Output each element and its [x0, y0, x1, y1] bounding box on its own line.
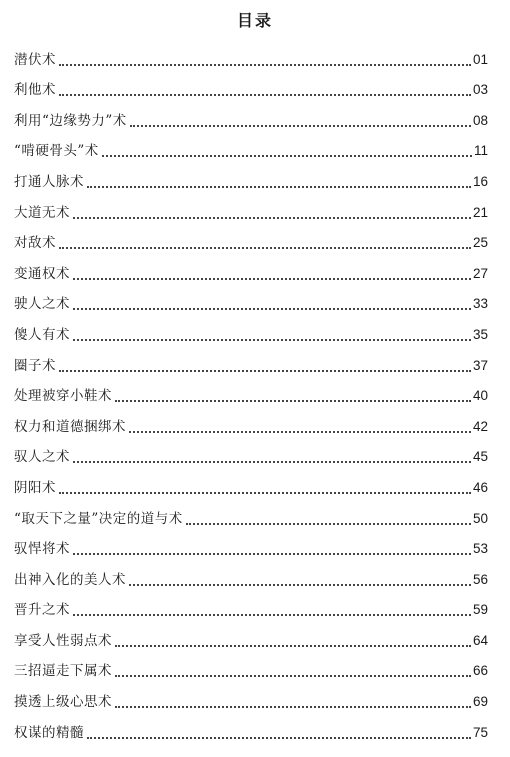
dot-leader: [129, 431, 471, 433]
toc-entry-label: 圈子术: [14, 357, 56, 374]
toc-entry[interactable]: [14, 192, 488, 223]
toc-entry-page-number: 40: [472, 388, 488, 404]
toc-entry-page-number: 45: [472, 449, 488, 465]
toc-entry-page-number: 16: [472, 173, 488, 189]
toc-entry[interactable]: [14, 529, 488, 560]
toc-entry[interactable]: [14, 70, 488, 101]
toc-entry[interactable]: [14, 437, 488, 468]
toc-entry-label: 处理被穿小鞋术: [14, 388, 112, 405]
toc-entry[interactable]: [14, 681, 488, 712]
dot-leader: [59, 247, 471, 249]
toc-entry-page-number: 46: [472, 479, 488, 495]
toc-entry[interactable]: [14, 498, 488, 529]
toc-entry[interactable]: [14, 131, 488, 162]
toc-entry-page-number: 75: [472, 724, 488, 740]
toc-entry-page-number: 08: [472, 112, 488, 128]
toc-entry-page-number: 50: [472, 510, 488, 526]
toc-entry-page-number: 35: [472, 326, 488, 342]
toc-entry[interactable]: [14, 406, 488, 437]
dot-leader: [115, 675, 471, 677]
toc-entry-label: 利用“边缘势力”术: [14, 112, 127, 129]
toc-entry[interactable]: [14, 314, 488, 345]
dot-leader: [59, 492, 471, 494]
dot-leader: [186, 523, 471, 525]
toc-entry[interactable]: [14, 223, 488, 254]
toc-entry-page-number: 59: [472, 602, 488, 618]
toc-entry[interactable]: [14, 253, 488, 284]
toc-entry[interactable]: [14, 161, 488, 192]
toc-entry-label: “取天下之量”决定的道与术: [14, 510, 183, 527]
toc-entry[interactable]: [14, 284, 488, 315]
dot-leader: [102, 155, 472, 157]
dot-leader: [115, 645, 471, 647]
toc-entry-label: 出神入化的美人术: [14, 571, 126, 588]
dot-leader: [73, 614, 471, 616]
toc-entry[interactable]: [14, 590, 488, 621]
dot-leader: [73, 553, 471, 555]
dot-leader: [129, 584, 471, 586]
toc-entry-label: 变通权术: [14, 265, 70, 282]
toc-entry-page-number: 33: [472, 296, 488, 312]
toc-entry-page-number: 66: [472, 663, 488, 679]
toc-entry[interactable]: [14, 39, 488, 70]
toc-entry-label: 驶人之术: [14, 296, 70, 313]
dot-leader: [73, 278, 471, 280]
dot-leader: [59, 94, 471, 96]
toc-entry-label: 晋升之术: [14, 602, 70, 619]
toc-entry-label: 三招逼走下属术: [14, 663, 112, 680]
toc-entry-label: 权谋的精髓: [14, 724, 84, 741]
dot-leader: [73, 308, 471, 310]
toc-entry-page-number: 37: [472, 357, 488, 373]
toc-entry-label: “啃硬骨头”术: [14, 143, 99, 160]
dot-leader: [115, 706, 471, 708]
toc-entry-page-number: 03: [472, 82, 488, 98]
dot-leader: [73, 461, 471, 463]
toc-entry[interactable]: [14, 376, 488, 407]
dot-leader: [130, 125, 471, 127]
toc-entry-label: 驭悍将术: [14, 541, 70, 558]
toc-entry[interactable]: [14, 467, 488, 498]
toc-title: 目录: [236, 11, 273, 30]
toc-entry-label: 大道无术: [14, 204, 70, 221]
dot-leader: [59, 64, 471, 66]
toc-entry[interactable]: [14, 559, 488, 590]
toc-entry-page-number: 53: [472, 541, 488, 557]
toc-entry-page-number: 21: [472, 204, 488, 220]
toc-entry-label: 打通人脉术: [14, 173, 84, 190]
toc-entry-page-number: 01: [472, 51, 488, 67]
toc-list: [14, 39, 488, 743]
toc-entry-page-number: 64: [472, 632, 488, 648]
dot-leader: [115, 400, 471, 402]
toc-entry-label: 权力和道德捆绑术: [14, 418, 126, 435]
dot-leader: [87, 737, 471, 739]
toc-entry-page-number: 56: [472, 571, 488, 587]
toc-entry-label: 对敌术: [14, 235, 56, 252]
toc-entry-label: 摸透上级心思术: [14, 694, 112, 711]
toc-entry[interactable]: [14, 712, 488, 743]
dot-leader: [73, 217, 471, 219]
dot-leader: [73, 339, 471, 341]
toc-entry-label: 潜伏术: [14, 51, 56, 68]
toc-entry[interactable]: [14, 620, 488, 651]
toc-entry-label: 阴阳术: [14, 479, 56, 496]
toc-entry-page-number: 27: [472, 265, 488, 281]
toc-entry-page-number: 11: [473, 143, 488, 159]
dot-leader: [87, 186, 471, 188]
toc-entry-page-number: 25: [472, 235, 488, 251]
toc-entry[interactable]: [14, 651, 488, 682]
dot-leader: [59, 370, 471, 372]
toc-entry-label: 傻人有术: [14, 326, 70, 343]
toc-entry[interactable]: [14, 345, 488, 376]
toc-entry-page-number: 69: [472, 694, 488, 710]
toc-entry[interactable]: [14, 100, 488, 131]
toc-entry-page-number: 42: [472, 418, 488, 434]
toc-entry-label: 驭人之术: [14, 449, 70, 466]
toc-entry-label: 利他术: [14, 82, 56, 99]
toc-entry-label: 享受人性弱点术: [14, 632, 112, 649]
